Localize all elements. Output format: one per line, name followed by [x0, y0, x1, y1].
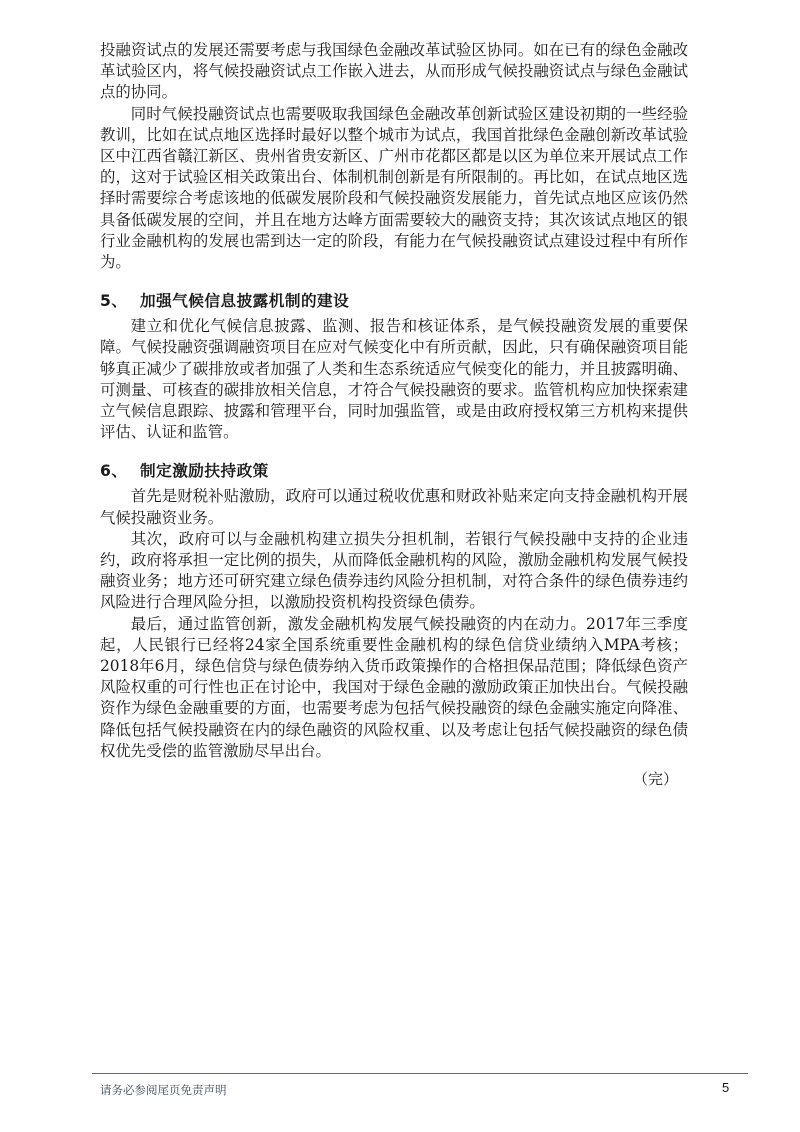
page-number: 5 [722, 1080, 730, 1095]
footer-disclaimer: 请务必参阅尾页免责声明 [100, 1083, 227, 1097]
section-heading-6 [100, 461, 688, 482]
paragraph-pilot-lessons: 同时气候投融资试点也需要吸取我国绿色金融改革创新试验区建设初期的一些经验教训，比如在试点地区选择时最好以整个城市为试点，我国首批绿色金融创新改革试验区中江西省赣江新区、贵州省贵安新区、广州市花都区都是以区为单位来开展试点工作的，这对于试验区相关政策出台、体制机制创新是有所限制的。再比如，在试点地区选择时需要综合考虑该地的低碳发展阶段和气候投融资发展能力，首先试点地区应该仍然具备低碳发展的空间，并且在地方达峰方面需要较大的融资支持；其次该试点地区的银行业金融机构的发展也需到达一定的阶段，有能力在气候投融资试点建设过程中有所作为。 [100, 104, 688, 272]
footer-divider [92, 1073, 748, 1074]
section-number: 6、 [100, 462, 128, 481]
end-mark: （完） [632, 770, 678, 789]
paragraph-continuation: 投融资试点的发展还需要考虑与我国绿色金融改革试验区协同。如在已有的绿色金融改革试验区内，将气候投融资试点工作嵌入进去，从而形成气候投融资试点与绿色金融试点的协同。 [100, 41, 688, 102]
paragraph-disclosure: 建立和优化气候信息披露、监测、报告和核证体系，是气候投融资发展的重要保障。气候投融资强调融资项目在应对气候变化中有所贡献，因此，只有确保融资项目能够真正减少了碳排放或者加强了人类和生态系统适应气候变化的能力，并且披露明确、可测量、可核查的碳排放相关信息，才符合气候投融资的要求。监管机构应加快探索建立气候信息跟踪、披露和管理平台，同时加强监管，或是由政府授权第三方机构来提供评估、认证和监管。 [100, 317, 688, 442]
section-heading-5 [100, 291, 688, 312]
section-number: 5、 [100, 292, 128, 311]
paragraph-regulatory-innovation: 最后，通过监管创新，激发金融机构发展气候投融资的内在动力。2017年三季度起，人民银行已经将24家全国系统重要性金融机构的绿色信贷业绩纳入MPA考核；2018年6月，绿色信贷与绿色债券纳入货币政策操作的合格担保品范围；降低绿色资产风险权重的可行性也正在讨论中，我国对于绿色金融的激励政策正加快出台。气候投融资作为绿色金融重要的方面，也需要考虑为包括气候投融资的绿色金融实施定向降准、降低包括气候投融资在内的绿色融资的风险权重、以及考虑让包括气候投融资的绿色债权优先受偿的监管激励尽早出台。 [100, 614, 688, 760]
section-title: 加强气候信息披露机制的建设 [140, 292, 350, 311]
paragraph-fiscal-incentive: 首先是财税补贴激励，政府可以通过税收优惠和财政补贴来定向支持金融机构开展气候投融资业务。 [100, 487, 688, 527]
section-title: 制定激励扶持政策 [140, 462, 269, 481]
paragraph-loss-sharing: 其次，政府可以与金融机构建立损失分担机制，若银行气候投融中支持的企业违约，政府将承担一定比例的损失，从而降低金融机构的风险，激励金融机构发展气候投融资业务；地方还可研究建立绿色债券违约风险分担机制，对符合条件的绿色债券违约风险进行合理风险分担，以激励投资机构投资绿色债券。 [100, 529, 688, 612]
document-body [100, 40, 688, 789]
